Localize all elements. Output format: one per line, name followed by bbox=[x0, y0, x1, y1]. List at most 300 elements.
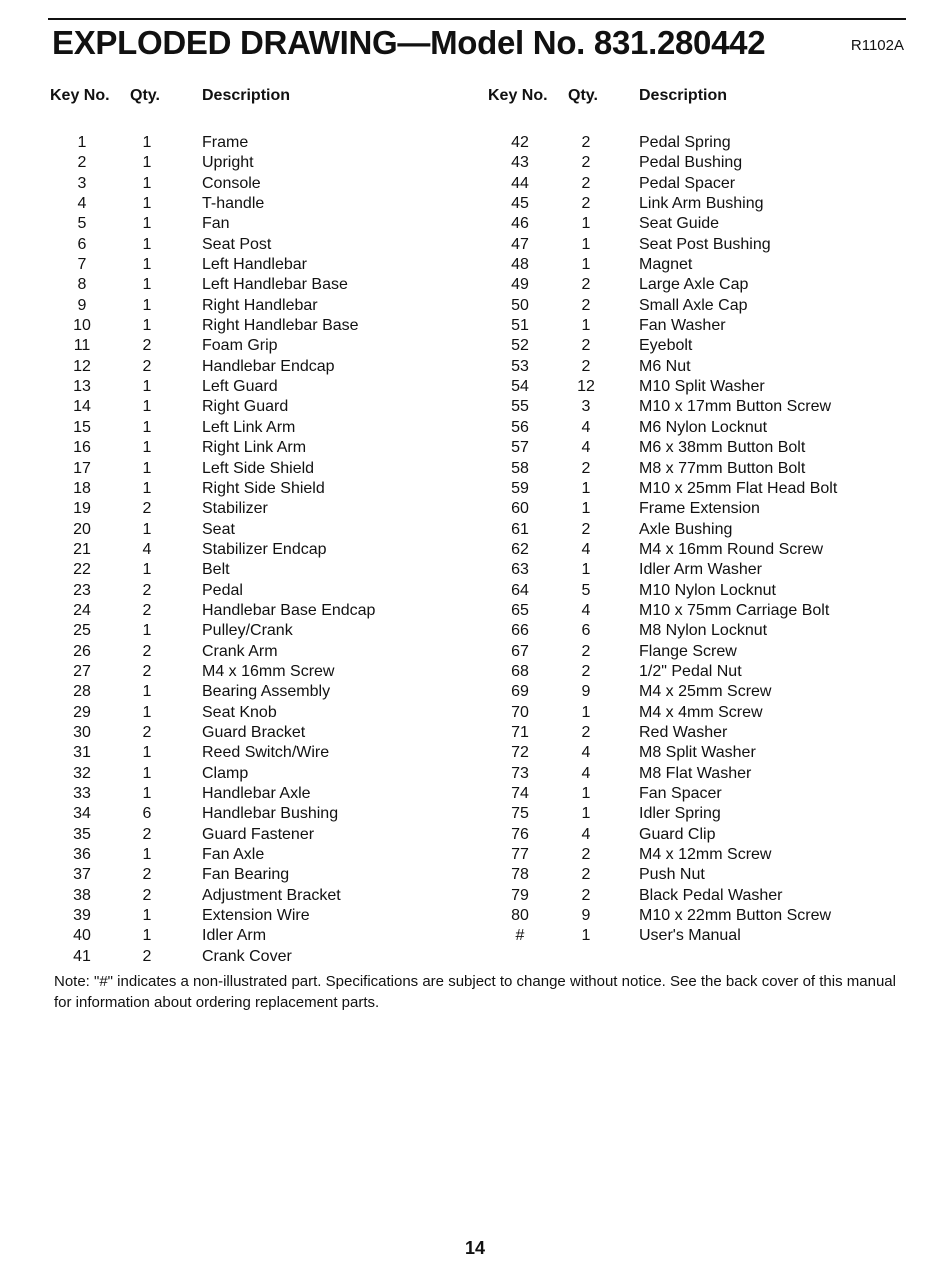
part-key-no: 55 bbox=[511, 398, 529, 416]
part-qty: 2 bbox=[142, 947, 152, 965]
part-qty: 4 bbox=[581, 744, 591, 762]
part-description: Crank Arm bbox=[202, 642, 278, 660]
part-description: Reed Switch/Wire bbox=[202, 744, 330, 762]
part-description: Handlebar Bushing bbox=[202, 805, 339, 823]
part-description: Handlebar Endcap bbox=[202, 357, 335, 375]
part-description: Console bbox=[202, 174, 261, 192]
part-row bbox=[488, 194, 908, 214]
part-key-no: 6 bbox=[77, 235, 87, 253]
part-key-no: 38 bbox=[73, 886, 91, 904]
part-key-no: 48 bbox=[511, 256, 529, 274]
part-key-no: 7 bbox=[77, 256, 87, 274]
part-key-no: 19 bbox=[73, 500, 91, 518]
part-row bbox=[488, 682, 908, 702]
part-description: Crank Cover bbox=[202, 947, 292, 965]
part-qty: 2 bbox=[581, 174, 591, 192]
part-qty: 1 bbox=[142, 276, 152, 294]
part-qty: 3 bbox=[581, 398, 591, 416]
part-description: Idler Arm bbox=[202, 927, 267, 945]
part-description: Stabilizer Endcap bbox=[202, 540, 327, 558]
part-qty: 2 bbox=[142, 337, 152, 355]
part-qty: 1 bbox=[142, 195, 152, 213]
part-description: M10 x 17mm Button Screw bbox=[639, 398, 832, 416]
part-description: Link Arm Bushing bbox=[639, 195, 764, 213]
part-row bbox=[488, 174, 908, 194]
part-qty: 2 bbox=[581, 520, 591, 538]
part-row bbox=[50, 357, 470, 377]
part-key-no: 10 bbox=[73, 317, 91, 335]
title-rule bbox=[48, 18, 906, 20]
part-qty: 2 bbox=[581, 642, 591, 660]
part-description: Red Washer bbox=[639, 723, 728, 741]
part-qty: 1 bbox=[142, 561, 152, 579]
part-row bbox=[50, 235, 470, 255]
part-key-no: 58 bbox=[511, 459, 529, 477]
part-qty: 1 bbox=[581, 703, 591, 721]
part-row bbox=[488, 214, 908, 234]
part-description: Guard Fastener bbox=[202, 825, 315, 843]
part-qty: 1 bbox=[142, 398, 152, 416]
part-description: Guard Bracket bbox=[202, 723, 306, 741]
part-row bbox=[50, 662, 470, 682]
part-description: Right Guard bbox=[202, 398, 289, 416]
part-description: M8 Nylon Locknut bbox=[639, 622, 768, 640]
part-row bbox=[488, 153, 908, 173]
part-description: Left Guard bbox=[202, 378, 278, 396]
part-key-no: 40 bbox=[73, 927, 91, 945]
description-header: Description bbox=[639, 87, 728, 104]
part-row bbox=[50, 743, 470, 763]
part-key-no: 76 bbox=[511, 825, 529, 843]
part-key-no: 74 bbox=[511, 785, 529, 802]
part-qty: 4 bbox=[581, 540, 591, 558]
part-row bbox=[50, 723, 470, 743]
part-row bbox=[50, 255, 470, 275]
part-qty: 1 bbox=[581, 785, 591, 802]
part-description: Pedal Spring bbox=[639, 134, 731, 151]
part-qty: 6 bbox=[142, 805, 152, 823]
part-row bbox=[488, 621, 908, 641]
part-key-no: 45 bbox=[511, 195, 529, 213]
part-row bbox=[488, 906, 908, 926]
part-row bbox=[488, 438, 908, 458]
part-qty: 1 bbox=[142, 134, 152, 151]
part-description: Belt bbox=[202, 561, 230, 579]
part-description: M4 x 16mm Round Screw bbox=[639, 540, 824, 558]
part-row bbox=[50, 947, 470, 967]
part-description: Idler Arm Washer bbox=[639, 561, 762, 579]
part-description: Large Axle Cap bbox=[639, 276, 749, 294]
part-row bbox=[488, 296, 908, 316]
part-description: M4 x 4mm Screw bbox=[639, 703, 763, 721]
part-row bbox=[50, 845, 470, 865]
part-description: M10 x 25mm Flat Head Bolt bbox=[639, 479, 838, 497]
part-key-no: 26 bbox=[73, 642, 91, 660]
part-key-no: 56 bbox=[511, 418, 529, 436]
part-row bbox=[488, 764, 908, 784]
part-key-no: 46 bbox=[511, 215, 529, 233]
part-description: Black Pedal Washer bbox=[639, 886, 783, 904]
part-key-no: 44 bbox=[511, 174, 529, 192]
part-row bbox=[488, 459, 908, 479]
part-qty: 1 bbox=[142, 378, 152, 396]
page-number: 14 bbox=[464, 1238, 486, 1258]
part-key-no: 69 bbox=[511, 683, 529, 701]
part-row bbox=[488, 275, 908, 295]
part-description: User's Manual bbox=[639, 927, 741, 945]
part-description: Left Side Shield bbox=[202, 459, 315, 477]
part-qty: 1 bbox=[142, 927, 152, 945]
document-code: R1102A bbox=[850, 37, 904, 54]
part-qty: 2 bbox=[142, 357, 152, 375]
part-key-no: 5 bbox=[77, 215, 87, 233]
part-qty: 1 bbox=[142, 174, 152, 192]
part-qty: 2 bbox=[581, 134, 591, 151]
part-description: Right Link Arm bbox=[202, 439, 307, 457]
part-row bbox=[50, 316, 470, 336]
key-no-header: Key No. bbox=[50, 87, 110, 104]
part-key-no: 3 bbox=[77, 174, 87, 192]
part-key-no: 61 bbox=[511, 520, 529, 538]
part-row bbox=[488, 499, 908, 519]
part-row bbox=[488, 743, 908, 763]
part-description: M10 Split Washer bbox=[639, 378, 765, 396]
part-row bbox=[50, 581, 470, 601]
part-description: Clamp bbox=[202, 764, 249, 782]
part-key-no: 27 bbox=[73, 662, 91, 680]
part-qty: 2 bbox=[142, 723, 152, 741]
part-row bbox=[50, 540, 470, 560]
part-row bbox=[50, 336, 470, 356]
part-description: M6 Nylon Locknut bbox=[639, 418, 768, 436]
part-description: Left Handlebar bbox=[202, 256, 307, 274]
part-key-no: 79 bbox=[511, 886, 529, 904]
part-description: M8 x 77mm Button Bolt bbox=[639, 459, 806, 477]
part-description: Eyebolt bbox=[639, 337, 693, 355]
part-qty: 2 bbox=[581, 276, 591, 294]
part-qty: 1 bbox=[142, 683, 152, 701]
part-key-no: # bbox=[515, 927, 525, 945]
part-qty: 1 bbox=[581, 256, 591, 274]
part-row bbox=[488, 520, 908, 540]
part-description: Axle Bushing bbox=[639, 520, 733, 538]
part-key-no: 14 bbox=[73, 398, 91, 416]
part-row bbox=[50, 214, 470, 234]
part-qty: 1 bbox=[142, 459, 152, 477]
part-key-no: 53 bbox=[511, 357, 529, 375]
part-description: Flange Screw bbox=[639, 642, 737, 660]
part-qty: 4 bbox=[581, 601, 591, 619]
part-description: Stabilizer bbox=[202, 500, 268, 518]
part-row bbox=[488, 642, 908, 662]
part-row bbox=[488, 581, 908, 601]
part-key-no: 63 bbox=[511, 561, 529, 579]
part-key-no: 9 bbox=[77, 296, 87, 314]
part-key-no: 72 bbox=[511, 744, 529, 762]
qty-header: Qty. bbox=[130, 87, 160, 104]
part-row bbox=[50, 438, 470, 458]
part-row bbox=[488, 255, 908, 275]
part-description: M8 Flat Washer bbox=[639, 764, 752, 782]
part-qty: 2 bbox=[581, 866, 591, 884]
part-description: M4 x 12mm Screw bbox=[639, 846, 772, 864]
part-qty: 1 bbox=[581, 215, 591, 233]
part-description: Fan bbox=[202, 215, 230, 233]
part-description: Pedal bbox=[202, 581, 243, 599]
part-description: M10 x 75mm Carriage Bolt bbox=[639, 601, 830, 619]
part-description: M10 Nylon Locknut bbox=[639, 581, 776, 599]
part-qty: 4 bbox=[142, 540, 152, 558]
part-qty: 1 bbox=[581, 805, 591, 823]
part-key-no: 25 bbox=[73, 622, 91, 640]
part-key-no: 34 bbox=[73, 805, 91, 823]
part-row bbox=[488, 357, 908, 377]
part-row bbox=[488, 865, 908, 885]
part-row bbox=[488, 397, 908, 417]
part-qty: 1 bbox=[581, 561, 591, 579]
part-key-no: 21 bbox=[73, 540, 91, 558]
part-key-no: 30 bbox=[73, 723, 91, 741]
part-description: M4 x 16mm Screw bbox=[202, 662, 335, 680]
part-key-no: 37 bbox=[73, 866, 91, 884]
part-row bbox=[488, 703, 908, 723]
part-key-no: 4 bbox=[77, 195, 87, 213]
part-qty: 1 bbox=[581, 479, 591, 497]
part-key-no: 32 bbox=[73, 764, 91, 782]
part-row bbox=[488, 825, 908, 845]
part-row bbox=[50, 377, 470, 397]
part-key-no: 77 bbox=[511, 846, 529, 864]
parts-list-left bbox=[50, 86, 470, 967]
part-row bbox=[488, 601, 908, 621]
part-key-no: 71 bbox=[511, 723, 529, 741]
part-qty: 2 bbox=[142, 601, 152, 619]
part-row bbox=[50, 194, 470, 214]
part-key-no: 59 bbox=[511, 479, 529, 497]
part-description: M6 x 38mm Button Bolt bbox=[639, 439, 806, 457]
part-qty: 2 bbox=[581, 459, 591, 477]
part-description: Fan Axle bbox=[202, 846, 265, 864]
part-qty: 1 bbox=[142, 520, 152, 538]
part-description: Frame Extension bbox=[639, 500, 760, 518]
part-description: Pedal Spacer bbox=[639, 174, 736, 192]
description-header: Description bbox=[202, 87, 291, 104]
part-description: Frame bbox=[202, 134, 249, 151]
part-qty: 1 bbox=[142, 703, 152, 721]
part-row bbox=[50, 926, 470, 946]
part-key-no: 1 bbox=[77, 134, 87, 151]
part-qty: 2 bbox=[581, 337, 591, 355]
part-qty: 2 bbox=[142, 886, 152, 904]
part-row bbox=[488, 560, 908, 580]
part-key-no: 50 bbox=[511, 296, 529, 314]
part-row bbox=[50, 764, 470, 784]
part-row bbox=[50, 153, 470, 173]
page-title: EXPLODED DRAWING—Model No. 831.280442 bbox=[52, 24, 766, 61]
part-description: Right Side Shield bbox=[202, 479, 325, 497]
part-description: Seat Knob bbox=[202, 703, 277, 721]
part-row bbox=[50, 397, 470, 417]
part-qty: 1 bbox=[581, 927, 591, 945]
part-key-no: 23 bbox=[73, 581, 91, 599]
part-key-no: 75 bbox=[511, 805, 529, 823]
part-description: M4 x 25mm Screw bbox=[639, 683, 772, 701]
part-row bbox=[50, 865, 470, 885]
part-row bbox=[50, 520, 470, 540]
part-qty: 4 bbox=[581, 764, 591, 782]
part-qty: 1 bbox=[142, 479, 152, 497]
part-row bbox=[50, 825, 470, 845]
part-key-no: 43 bbox=[511, 154, 529, 172]
part-qty: 1 bbox=[142, 296, 152, 314]
part-row bbox=[488, 540, 908, 560]
part-qty: 1 bbox=[581, 500, 591, 518]
part-description: M6 Nut bbox=[639, 357, 691, 375]
part-description: Push Nut bbox=[639, 866, 705, 884]
part-row bbox=[50, 174, 470, 194]
part-qty: 4 bbox=[581, 825, 591, 843]
part-description: Small Axle Cap bbox=[639, 296, 748, 314]
part-row bbox=[50, 601, 470, 621]
part-key-no: 11 bbox=[73, 337, 91, 355]
part-key-no: 49 bbox=[511, 276, 529, 294]
part-row bbox=[50, 642, 470, 662]
part-row bbox=[50, 784, 470, 804]
part-row bbox=[50, 459, 470, 479]
part-qty: 2 bbox=[142, 825, 152, 843]
part-key-no: 70 bbox=[511, 703, 529, 721]
part-description: Right Handlebar Base bbox=[202, 317, 359, 335]
part-row bbox=[488, 377, 908, 397]
part-row bbox=[488, 316, 908, 336]
part-key-no: 47 bbox=[511, 235, 529, 253]
part-key-no: 39 bbox=[73, 907, 91, 925]
part-key-no: 28 bbox=[73, 683, 91, 701]
part-description: Magnet bbox=[639, 256, 693, 274]
part-description: Adjustment Bracket bbox=[202, 886, 341, 904]
part-qty: 1 bbox=[142, 418, 152, 436]
part-row bbox=[488, 845, 908, 865]
part-qty: 2 bbox=[142, 581, 152, 599]
part-description: Right Handlebar bbox=[202, 296, 318, 314]
part-key-no: 24 bbox=[73, 601, 91, 619]
part-qty: 1 bbox=[142, 622, 152, 640]
part-row bbox=[50, 296, 470, 316]
part-key-no: 73 bbox=[511, 764, 529, 782]
key-no-header: Key No. bbox=[488, 87, 548, 104]
part-row bbox=[488, 784, 908, 804]
part-key-no: 17 bbox=[73, 459, 91, 477]
column-header-row bbox=[50, 86, 470, 106]
part-row bbox=[50, 275, 470, 295]
part-qty: 2 bbox=[142, 642, 152, 660]
part-description: Pedal Bushing bbox=[639, 154, 743, 172]
part-key-no: 29 bbox=[73, 703, 91, 721]
part-key-no: 35 bbox=[73, 825, 91, 843]
part-key-no: 41 bbox=[73, 947, 91, 965]
parts-list-right bbox=[488, 86, 908, 947]
part-qty: 1 bbox=[142, 154, 152, 172]
part-key-no: 20 bbox=[73, 520, 91, 538]
part-row bbox=[50, 886, 470, 906]
part-qty: 2 bbox=[142, 500, 152, 518]
part-row bbox=[50, 418, 470, 438]
part-description: Pulley/Crank bbox=[202, 622, 293, 640]
part-row bbox=[488, 133, 908, 153]
part-description: Left Link Arm bbox=[202, 418, 296, 436]
part-key-no: 67 bbox=[511, 642, 529, 660]
part-row bbox=[50, 703, 470, 723]
part-description: Fan Bearing bbox=[202, 866, 290, 884]
part-key-no: 22 bbox=[73, 561, 91, 579]
part-description: Handlebar Base Endcap bbox=[202, 601, 376, 619]
part-row bbox=[50, 621, 470, 641]
part-key-no: 16 bbox=[73, 439, 91, 457]
part-row bbox=[488, 662, 908, 682]
part-description: Idler Spring bbox=[639, 805, 721, 823]
part-qty: 12 bbox=[577, 378, 595, 396]
part-description: Left Handlebar Base bbox=[202, 276, 348, 294]
part-description: Upright bbox=[202, 154, 254, 172]
part-row bbox=[488, 804, 908, 824]
part-row bbox=[488, 886, 908, 906]
part-qty: 1 bbox=[142, 439, 152, 457]
part-key-no: 78 bbox=[511, 866, 529, 884]
part-key-no: 12 bbox=[73, 357, 91, 375]
part-qty: 4 bbox=[581, 439, 591, 457]
part-qty: 1 bbox=[142, 785, 152, 802]
part-qty: 1 bbox=[142, 846, 152, 864]
part-qty: 6 bbox=[581, 622, 591, 640]
part-row bbox=[50, 906, 470, 926]
part-key-no: 36 bbox=[73, 846, 91, 864]
part-qty: 5 bbox=[581, 581, 591, 599]
part-key-no: 15 bbox=[73, 418, 91, 436]
part-description: Extension Wire bbox=[202, 907, 310, 925]
part-key-no: 57 bbox=[511, 439, 529, 457]
part-description: Guard Clip bbox=[639, 825, 716, 843]
part-qty: 1 bbox=[142, 317, 152, 335]
qty-header: Qty. bbox=[568, 87, 598, 104]
part-qty: 2 bbox=[142, 866, 152, 884]
part-key-no: 52 bbox=[511, 337, 529, 355]
part-key-no: 13 bbox=[73, 378, 91, 396]
part-qty: 2 bbox=[581, 886, 591, 904]
part-row bbox=[50, 479, 470, 499]
part-qty: 2 bbox=[581, 723, 591, 741]
part-qty: 2 bbox=[581, 846, 591, 864]
part-key-no: 80 bbox=[511, 907, 529, 925]
part-description: Seat Post Bushing bbox=[639, 235, 771, 253]
part-key-no: 60 bbox=[511, 500, 529, 518]
part-row bbox=[488, 479, 908, 499]
part-row bbox=[50, 499, 470, 519]
part-key-no: 54 bbox=[511, 378, 529, 396]
part-qty: 2 bbox=[581, 662, 591, 680]
column-header-row bbox=[488, 86, 908, 106]
part-key-no: 68 bbox=[511, 662, 529, 680]
part-description: M8 Split Washer bbox=[639, 744, 756, 762]
part-qty: 2 bbox=[142, 662, 152, 680]
part-description: Seat bbox=[202, 520, 235, 538]
part-qty: 1 bbox=[142, 764, 152, 782]
part-key-no: 65 bbox=[511, 601, 529, 619]
part-row bbox=[50, 560, 470, 580]
parts-rows-left bbox=[50, 133, 470, 967]
part-qty: 2 bbox=[581, 195, 591, 213]
part-row bbox=[488, 336, 908, 356]
part-row bbox=[488, 723, 908, 743]
